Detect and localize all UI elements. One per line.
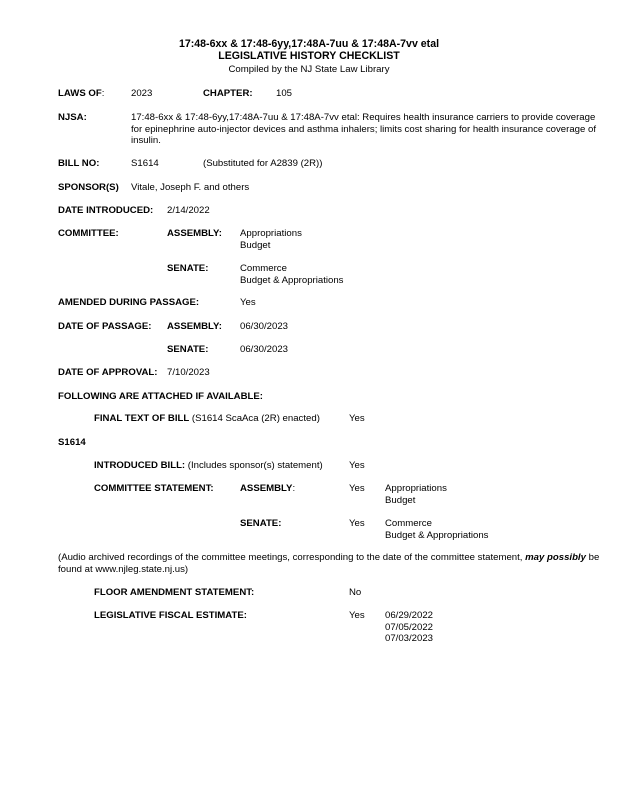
final-text-value: Yes — [349, 413, 365, 424]
passage-senate-date: 06/30/2023 — [240, 344, 289, 355]
attached-heading: FOLLOWING ARE ATTACHED IF AVAILABLE: — [58, 391, 263, 402]
section-bill-number: S1614 — [58, 437, 86, 448]
committee-statement-assembly-label: ASSEMBLY: — [240, 483, 296, 494]
committee-senate-list — [240, 263, 343, 286]
committee-statement-assembly-value: Yes — [349, 483, 365, 494]
committee-statement-senate-label: SENATE: — [240, 518, 282, 529]
fiscal-estimate-value: Yes — [349, 610, 365, 621]
final-text-row — [94, 413, 320, 425]
audio-note: (Audio archived recordings of the committee meetings, corresponding to the date of the committee statement, may possibly be found at www.njleg.state.nj.us) — [58, 552, 600, 575]
fiscal-estimate-dates — [385, 610, 433, 645]
introduced-bill-value: Yes — [349, 460, 365, 471]
list-item: Appropriations — [240, 228, 302, 239]
list-item: Budget & Appropriations — [385, 529, 489, 541]
njsa-text: 17:48-6xx & 17:48-6yy,17:48A-7uu & 17:48A-7vv etal: Requires health insurance carriers to provide coverage for epinephrine auto-injector devices and asthma inhalers; limits cost sharing for health insurance coverage of insulin. — [131, 112, 597, 146]
substituted-for: (Substituted for A2839 (2R)) — [203, 158, 323, 169]
page-subtitle: LEGISLATIVE HISTORY CHECKLIST — [218, 50, 400, 62]
committee-senate-label: SENATE: — [167, 263, 209, 274]
sponsor-value: Vitale, Joseph F. and others — [131, 182, 250, 193]
sponsor-label: SPONSOR(S) — [58, 182, 119, 193]
floor-amendment-label: FLOOR AMENDMENT STATEMENT: — [94, 587, 255, 598]
date-of-passage-label: DATE OF PASSAGE: — [58, 321, 152, 332]
list-item: Appropriations — [385, 483, 447, 494]
final-text-detail: (S1614 ScaAca (2R) enacted) — [189, 413, 320, 424]
date-introduced-label: DATE INTRODUCED: — [58, 205, 154, 216]
final-text-label: FINAL TEXT OF BILL — [94, 413, 190, 424]
amended-value: Yes — [240, 297, 256, 308]
date-of-approval-value: 7/10/2023 — [167, 367, 210, 378]
list-item: 07/03/2023 — [385, 633, 434, 644]
committee-statement-label: COMMITTEE STATEMENT: — [94, 483, 214, 494]
laws-of-year: 2023 — [131, 88, 153, 99]
list-item: Commerce — [240, 263, 287, 274]
committee-statement-assembly-list — [385, 483, 447, 506]
bill-number: S1614 — [131, 158, 159, 169]
njsa-label: NJSA: — [58, 112, 87, 123]
committee-assembly-list — [240, 228, 302, 251]
list-item: 07/05/2022 — [385, 621, 434, 633]
passage-assembly-date: 06/30/2023 — [240, 321, 289, 332]
committee-statement-senate-value: Yes — [349, 518, 365, 529]
list-item: Budget — [240, 239, 271, 251]
chapter-number: 105 — [276, 88, 293, 99]
committee-assembly-label: ASSEMBLY: — [167, 228, 222, 239]
list-item: Budget & Appropriations — [240, 274, 344, 286]
passage-senate-label: SENATE: — [167, 344, 209, 355]
committee-label: COMMITTEE: — [58, 228, 119, 239]
committee-statement-senate-list — [385, 518, 488, 541]
laws-of-label: LAWS OF: — [58, 88, 105, 99]
list-item: 06/29/2022 — [385, 610, 434, 621]
floor-amendment-value: No — [349, 587, 362, 598]
date-of-approval-label: DATE OF APPROVAL: — [58, 367, 158, 378]
list-item: Commerce — [385, 518, 432, 529]
date-introduced-value: 2/14/2022 — [167, 205, 210, 216]
list-item: Budget — [385, 494, 416, 506]
fiscal-estimate-label: LEGISLATIVE FISCAL ESTIMATE: — [94, 610, 247, 621]
bill-no-label: BILL NO: — [58, 158, 100, 169]
introduced-bill-row — [94, 460, 323, 472]
compiled-by: Compiled by the NJ State Law Library — [228, 64, 390, 75]
chapter-label: CHAPTER: — [203, 88, 253, 99]
introduced-bill-label: INTRODUCED BILL: — [94, 460, 186, 471]
passage-assembly-label: ASSEMBLY: — [167, 321, 222, 332]
introduced-bill-detail: (Includes sponsor(s) statement) — [185, 460, 323, 471]
page-title: 17:48-6xx & 17:48-6yy,17:48A-7uu & 17:48A-7vv etal — [178, 38, 440, 50]
amended-label: AMENDED DURING PASSAGE: — [58, 297, 200, 308]
